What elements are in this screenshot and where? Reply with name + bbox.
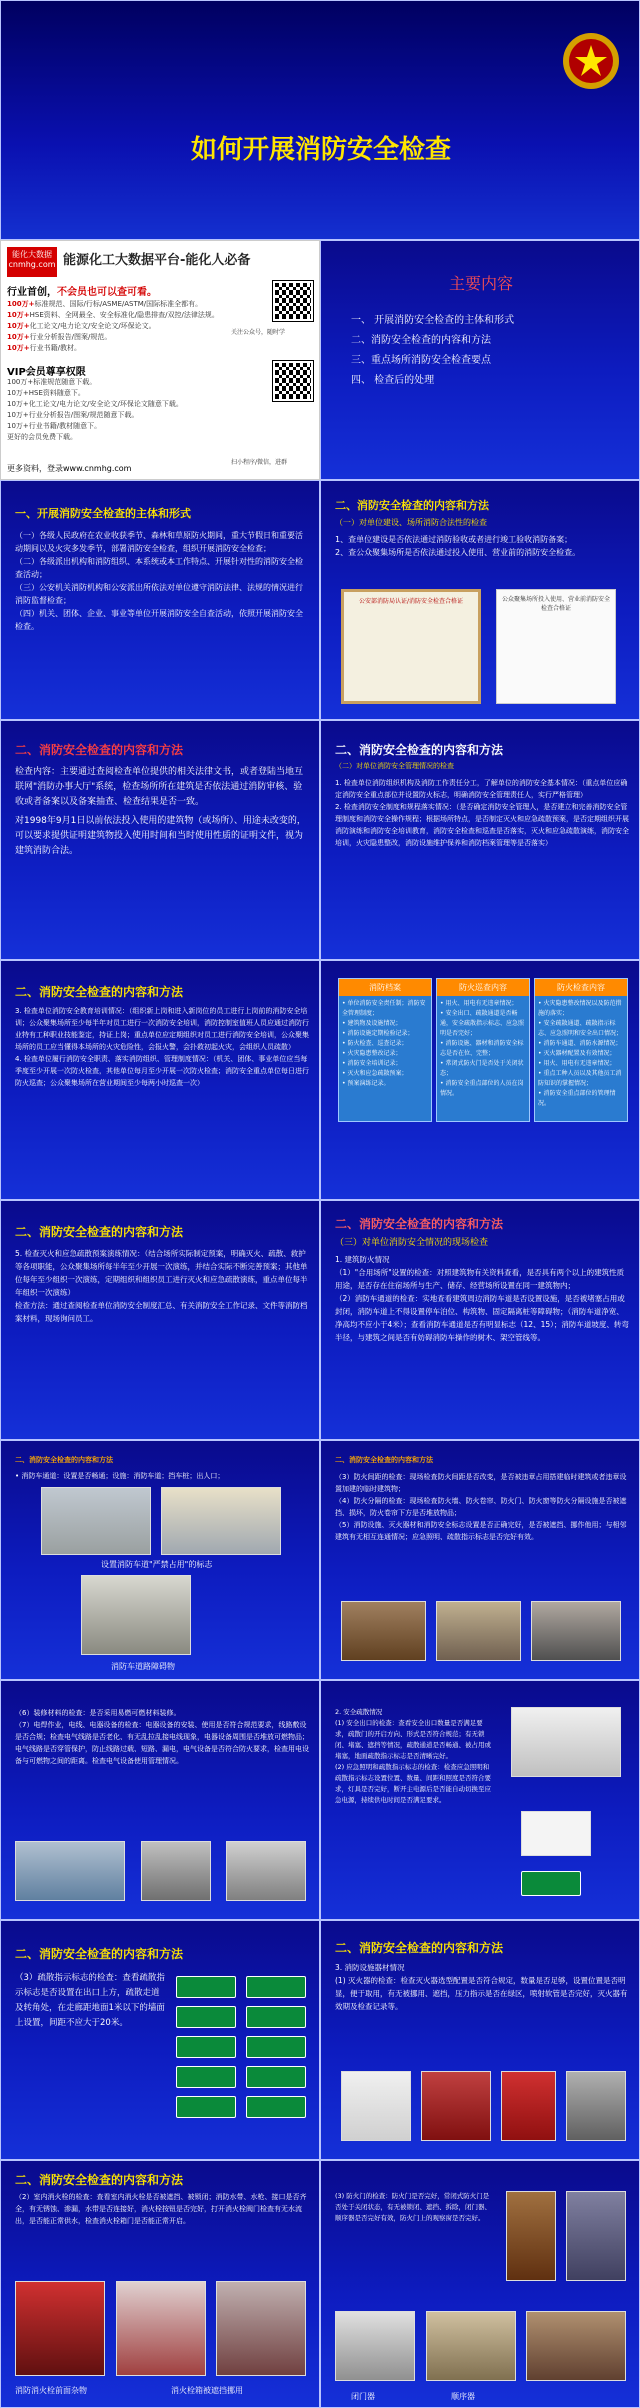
slide-subjects xyxy=(0,480,320,720)
qr-code-icon xyxy=(273,281,313,321)
slide-check-content xyxy=(0,720,320,960)
certificate-title: 公众聚集场所投入使用、营业前消防安全检查合格证 xyxy=(501,596,610,612)
slide-title: 二、消防安全检查的内容和方法 xyxy=(335,1456,433,1464)
paragraph: （四）机关、团体、企业、事业等单位开展消防安全自查活动，依照开展消防安全检查。 xyxy=(15,609,303,631)
slide-cover xyxy=(0,0,640,240)
photo-caption: 消火栓箱被遮挡挪用 xyxy=(171,2386,243,2395)
table-column xyxy=(436,978,530,1122)
table-column xyxy=(338,978,432,1122)
paragraph: 2. 检查消防安全制度和规程落实情况：（是否确定消防安全管理人，是否建立和完善消防安全管理制度和消防安全操作规程；根据场所特点，是否制定灭火和应急疏散预案，是否定期组织开展消防演练和消防安全培训教育，消防安全检查和巡查是否落实，灭火和应急疏散演练，消防安全培训，火灾隐患整改，消防设施维护保养和消防档案管理等是否落实） xyxy=(335,803,629,847)
qr-code-icon xyxy=(273,361,313,401)
ad-brand: 能化大数据 xyxy=(12,250,52,259)
ad-logo xyxy=(7,247,57,277)
ad-line: 10万+化工论文/电力论文/安全论文/环保论文。 xyxy=(7,322,156,330)
slide-hydrants xyxy=(0,2160,320,2408)
slide-title: 一、开展消防安全检查的主体和形式 xyxy=(15,507,191,520)
slide-training xyxy=(0,960,320,1200)
photo-image xyxy=(41,1487,151,1555)
photo-image xyxy=(15,1841,125,1901)
toc-title: 主要内容 xyxy=(448,274,513,293)
slide-evacuation xyxy=(320,1680,640,1920)
paragraph: 3. 检查单位消防安全教育培训情况：（组织新上岗和进入新岗位的员工进行上岗前的消防安全培训；公众聚集场所至少每半年对员工进行一次消防安全培训，消防控制室值班人员应通过消防行业特有工种职业技能鉴定，持证上岗；重点单位应定期组织对员工进行消防安全培训，公众聚集场所的员工应当懂得本场所的火灾危险性，会报火警，会扑救初起火灾，会组织人员疏散） xyxy=(15,1007,309,1051)
slide-fire-lane xyxy=(0,1440,320,1680)
slide-subtitle: （三）对单位消防安全情况的现场检查 xyxy=(335,1238,489,1248)
photo-image xyxy=(116,2281,206,2376)
photo-image xyxy=(81,1575,191,1655)
ad-line: 100万+标准规范、国际/行标/ASME/ASTM/国际标准全都有。 xyxy=(7,300,203,308)
slide-subtitle: （一）对单位建设、场所消防合法性的检查 xyxy=(335,518,487,527)
certificate-image xyxy=(341,589,481,704)
list-item: 2、查公众聚集场所是否依法通过投入使用、营业前的消防安全检查。 xyxy=(335,548,581,557)
qr-caption-1: 关注公众号，随时学 xyxy=(231,329,286,336)
ad-vip-line: 10万+HSE资料随意下。 xyxy=(7,389,85,397)
photo-caption: 设置消防车道"严禁占用"的标志 xyxy=(101,1560,213,1569)
paragraph: （二）各级派出机构和消防组织、本系统或本工作特点、开展针对性的消防安全检查活动； xyxy=(15,557,303,579)
slide-body xyxy=(15,765,310,859)
photo-image xyxy=(436,1601,521,1661)
ad-line: 10万+HSE资料、全网最全、安全标准化/隐患排查/双控/法律法规。 xyxy=(7,311,219,319)
extinguisher-image xyxy=(341,2071,411,2141)
slide-materials xyxy=(0,1680,320,1920)
list-item: （1）"合用场所"设置的检查：对照建筑物有关资料查看，是否具有两个以上的建筑性质用途，是否存在住宿场所与生产、储存、经营场所设置在同一建筑物内； xyxy=(335,1268,625,1290)
slide-title: 二、消防安全检查的内容和方法 xyxy=(15,1456,113,1464)
photo-image xyxy=(226,1841,306,1901)
ad-line: 10万+行业分析报告/图案/规范。 xyxy=(7,333,112,341)
paragraph: （一）各级人民政府在农业收获季节、森林和草原防火期间，重大节假日和重要活动期间以及火灾多发季节，部署消防安全检查，组织开展消防安全检查； xyxy=(15,531,303,553)
slide-body xyxy=(335,1471,630,1543)
slide-title: 二、消防安全检查的内容和方法 xyxy=(335,743,504,757)
slide-title: 二、消防安全检查的内容和方法 xyxy=(15,985,184,999)
photo-caption: 顺序器 xyxy=(451,2392,475,2401)
ad-vip-line: 10万+行业分析报告/图案/规范随意下载。 xyxy=(7,411,139,419)
list-item: (1) 安全出口的检查：查看安全出口数量是否满足要求，疏散门的开启方向、形式是否符合规范；有无锁闭、堵塞、遮挡等情况，疏散通道是否畅通、被占用或堵塞，地面疏散指示标志是否清晰完好。 xyxy=(335,1719,491,1760)
ad-site: cnmhg.com xyxy=(8,260,56,269)
paragraph: （4）防火分隔的检查：现场检查防火墙、防火卷帘、防火门、防火窗等防火分隔设施是否被遮挡、损坏，防火卷帘下方是否堆放物品； xyxy=(335,1497,627,1517)
slide-management xyxy=(320,720,640,960)
fire-door-image xyxy=(566,2191,626,2281)
exit-sign-icon xyxy=(246,1976,306,1998)
police-emblem-icon xyxy=(561,31,621,91)
certificate-image xyxy=(496,589,616,704)
toc-item[interactable]: 二、消防安全检查的内容和方法 xyxy=(351,335,491,346)
extinguisher-image xyxy=(566,2071,626,2141)
exit-sign-icon xyxy=(246,2066,306,2088)
ad-vip-title: VIP会员尊享权限 xyxy=(7,367,86,378)
list-item: 2. 安全疏散情况 xyxy=(335,1708,383,1716)
photo-caption: 消防车道路障碍物 xyxy=(111,1662,175,1671)
exit-sign-icon xyxy=(521,1871,581,1896)
paragraph: （三）公安机关消防机构和公安派出所依法对单位遵守消防法律、法规的情况进行消防监督检查； xyxy=(15,583,303,605)
cover-title: 如何开展消防安全检查 xyxy=(190,135,451,165)
ad-vip-line: 10万+化工论文/电力论文/安全论文/环保论文随意下载。 xyxy=(7,400,183,408)
exit-sign-icon xyxy=(176,2096,236,2118)
slide-body xyxy=(335,1961,630,2013)
paragraph: （7）电焊作业，电线、电器设备的检查：电器设备的安装、使用是否符合规范要求，线路敷设是否合规；检查电气线路是否老化、有无乱拉乱接电线现象，电器设备周围是否堆放可燃物品；电气线路是否穿管保护，防止线路过载、短路、漏电，电气设备是否符合防火要求，检查用电设备与可燃物之间的距离。检查电气设备使用管理情况。 xyxy=(15,1721,309,1765)
certificate-title: 公安部消防局认证/消防安全检查合格证 xyxy=(358,598,464,605)
slide-drill xyxy=(0,1200,320,1440)
paragraph: 1. 检查单位消防组织机构及消防工作责任分工，了解单位的消防安全基本情况：（重点单位应确定消防安全重点部位并设置防火标志，明确消防安全管理责任人，实行严格管理） xyxy=(335,779,628,799)
ad-vip-line: 更好的会员免费下载。 xyxy=(7,433,77,441)
photo-image xyxy=(161,1487,281,1555)
list-item: (2) 应急照明和疏散指示标志的检查：检查应急照明和疏散指示标志设置位置、数量、间距和照度是否符合要求，灯具是否完好，断开主电源后是否能自动切换至应急电源，持续供电时间是否满足要求。 xyxy=(335,1763,491,1804)
slide-title: 二、消防安全检查的内容和方法 xyxy=(335,1941,504,1955)
ad-vip-lines xyxy=(7,377,227,443)
slide-body xyxy=(335,533,625,559)
door-closer-image xyxy=(335,2311,415,2381)
exit-sign-icon xyxy=(176,2006,236,2028)
slide-exit-signs xyxy=(0,1920,320,2160)
qr-caption-2: 扫小程序/微信，进群 xyxy=(231,459,288,466)
ad-lines xyxy=(7,299,227,354)
slide-legality xyxy=(320,480,640,720)
toc-list xyxy=(351,311,514,391)
exit-sign-icon xyxy=(246,2096,306,2118)
slide-body: • 消防车通道：设置是否畅通；设施：消防车道；挡车桩；出人口； xyxy=(15,1472,225,1480)
toc-item[interactable]: 三、重点场所消防安全检查要点 xyxy=(351,355,491,366)
list-item: 1、查单位建设是否依法通过消防验收或者进行竣工验收消防备案； xyxy=(335,535,573,544)
column-header: 消防档案 xyxy=(339,979,431,996)
extinguisher-image xyxy=(501,2071,556,2141)
slide-body: （3）疏散指示标志的检查：查看疏散指示标志是否设置在出口上方，疏散走道及转角处，在走廊距地面1米以下的墙面上设置，间距不应大于20米。 xyxy=(15,1973,165,2028)
photo-image xyxy=(511,1707,621,1777)
photo-caption: 消防消火栓前面杂物 xyxy=(15,2386,87,2395)
slide-title: 二、消防安全检查的内容和方法 xyxy=(335,1217,504,1231)
slide-body xyxy=(15,1707,310,1767)
ad-vip-line: 10万+行业书籍/教材随意下。 xyxy=(7,422,102,430)
list-item: 3. 消防设施器材情况 xyxy=(335,1963,405,1972)
photo-caption: 闭门器 xyxy=(351,2392,375,2401)
exit-sign-icon xyxy=(176,1976,236,1998)
slide-body xyxy=(15,1005,310,1089)
list-item: （2）消防车通道的检查：实地查看建筑周边消防车道是否设置设施，是否被堵塞占用或封闭，消防车道上不得设置停车泊位、构筑物、固定隔离桩等障碍物；（消防车道净宽、净高均不应小于4米）；查看消防车通道是否有明显标志（12、15）；消防车道坡度、转弯半径，与建筑之间是否有妨碍消防车操作的树木、架空管线等。 xyxy=(335,1294,629,1342)
slide-toc xyxy=(320,240,640,480)
column-body: • 用火、用电有无违章情况； • 安全出口、疏散通道是否畅通，安全疏散指示标志、应急照明是否完好； • 消防设施、器材和消防安全标志是否在位、完整； • 常闭式防火门是否处于关闭状态； • 消防安全重点部位的人员在岗情况。 xyxy=(440,1000,525,1097)
paragraph: 对1998年9月1日以前依法投入使用的建筑物（或场所）、用途未改变的，可以要求提供证明建筑物投入使用时间和当时使用性质的证明文件，视为建筑消防合法。 xyxy=(15,816,306,856)
paragraph: 检查内容：主要通过查阅检查单位提供的相关法律文书，或者登陆当地互联网"消防办事大厅"系统，检查场所所在建筑是否依法通过消防审核、验收或者备案以及备案抽查、检查结果是否一致。 xyxy=(15,767,304,807)
slide-body xyxy=(15,1247,310,1325)
paragraph: 5. 检查灭火和应急疏散预案演练情况：（结合场所实际制定预案，明确灭火、疏散、救护等各项职能，公众聚集场所每半年至少开展一次演练，并结合实际不断完善预案；其他单位每年至少组织一次演练，定期组织和组织员工进行灭火和应急疏散演练，重点单位每半年组织一次演练） xyxy=(15,1249,308,1297)
column-body: • 火灾隐患整改情况以及防范措施的落实； • 安全疏散通道、疏散指示标志、应急照明和安全出口情况； • 消防车通道、消防水源情况； • 灭火器材配置及有效情况； • 用火、用电有无违章情况； • 重点工种人员以及其他员工消防知识的掌握情况； • 消防安全重点部位的管理情况。 xyxy=(538,1000,623,1107)
photo-image xyxy=(341,1601,426,1661)
ad-line: 10万+行业书籍/教材。 xyxy=(7,344,81,352)
table-column xyxy=(534,978,628,1122)
slide-title: 二、消防安全检查的内容和方法 xyxy=(15,743,184,757)
slide-body xyxy=(335,1253,630,1344)
inspection-table xyxy=(338,978,628,1122)
slide-title: 二、消防安全检查的内容和方法 xyxy=(15,1225,184,1239)
slide-body xyxy=(335,777,630,849)
ad-footer-link[interactable]: 更多资料，登录www.cnmhg.com xyxy=(7,464,132,473)
column-header: 防火检查内容 xyxy=(535,979,627,996)
toc-item[interactable]: 一、 开展消防安全检查的主体和形式 xyxy=(351,315,515,326)
toc-item[interactable]: 四、 检查后的处理 xyxy=(351,375,435,386)
slide-title: 二、消防安全检查的内容和方法 xyxy=(335,499,489,512)
column-header: 防火巡查内容 xyxy=(437,979,529,996)
paragraph: 4. 检查单位履行消防安全职责、落实消防组织、管理制度情况：（机关、团体、事业单位应当每季度至少开展一次防火检查，其他单位每月至少开展一次防火检查；消防安全重点单位每日进行防火巡查；公众聚集场所在营业期间至少每两小时巡查一次） xyxy=(15,1055,309,1087)
ad-headline: 行业首创，不会员也可以查可看。 xyxy=(7,287,157,298)
exit-sign-icon xyxy=(176,2066,236,2088)
list-item: 1. 建筑防火情况 xyxy=(335,1255,390,1264)
fire-door-image xyxy=(506,2191,556,2281)
photo-image xyxy=(15,2281,105,2376)
slide-onsite xyxy=(320,1200,640,1440)
paragraph: （3）防火间距的检查：现场检查防火间距是否改变，是否被违章占用搭建临时建筑或者违章设置加建的临时建筑物； xyxy=(335,1473,627,1493)
list-item: (1) 灭火器的检查：检查灭火器选型配置是否符合规定，数量是否足够，设置位置是否明显，便于取用，有无被挪用、遮挡，压力指示是否在绿区，喷射软管是否完好，灭火器有效期及检查记录等。 xyxy=(335,1976,628,2011)
slide-extinguishers xyxy=(320,1920,640,2160)
photo-image xyxy=(531,1601,621,1661)
exit-sign-icon xyxy=(246,2036,306,2058)
slide-fire-doors xyxy=(320,2160,640,2408)
photo-image xyxy=(141,1841,211,1901)
slide-body xyxy=(15,529,310,633)
slide-title: 二、消防安全检查的内容和方法 xyxy=(15,2173,184,2187)
fire-door-image xyxy=(526,2311,626,2381)
ad-banner xyxy=(0,240,320,480)
slide-title: 二、消防安全检查的内容和方法 xyxy=(15,1947,184,1961)
slide-separation xyxy=(320,1440,640,1680)
exit-sign-icon xyxy=(246,2006,306,2028)
photo-image xyxy=(216,2281,306,2376)
slide-subtitle: （二）对单位消防安全管理情况的检查 xyxy=(335,762,454,770)
ad-vip-line: 100万+标准规范随意下载。 xyxy=(7,378,97,386)
paragraph: 检查方法：通过查阅检查单位消防安全制度汇总、有关消防安全工作记录、文件等消防档案材料，现场询问员工。 xyxy=(15,1301,308,1323)
extinguisher-image xyxy=(421,2071,491,2141)
door-sequencer-image xyxy=(426,2311,516,2381)
emergency-light-image xyxy=(521,1811,591,1856)
paragraph: （6）装修材料的检查：是否采用易燃可燃材料装修。 xyxy=(15,1709,181,1717)
paragraph: （5）消防设施、灭火器材和消防安全标志设置是否正确完好，是否被遮挡、挪作他用；与相邻建筑有无相互连通情况；应急照明、疏散指示标志是否完好有效。 xyxy=(335,1521,627,1541)
slide-body: (3) 防火门的检查：防火门是否完好，常闭式防火门是否处于关闭状态，有无被锁闭、遮挡、拆除，闭门器、顺序器是否完好有效，防火门上的观察窗是否完好。 xyxy=(335,2192,491,2222)
slide-body: （2）室内消火栓的检查：查看室内消火栓是否被遮挡、被锁闭；消防水带、水枪、接口是否齐全，有无锈蚀、渗漏，水带是否连接好，消火栓按钮是否完好，打开消火栓阀门检查有无水流出，是否能正常供水，检查消火栓箱门是否能正常开启。 xyxy=(15,2193,307,2225)
exit-sign-icon xyxy=(176,2036,236,2058)
column-body: • 单位消防安全责任制；消防安全管理制度； • 建筑物及设施情况； • 消防设施定期检验记录； • 防火检查、巡查记录； • 火灾隐患整改记录； • 消防安全培训记录； • 灭火和应急疏散预案； • 预案演练记录。 xyxy=(342,1000,426,1087)
ad-banner-title: 能源化工大数据平台-能化人必备 xyxy=(63,253,251,268)
slide-body xyxy=(335,1707,495,1806)
